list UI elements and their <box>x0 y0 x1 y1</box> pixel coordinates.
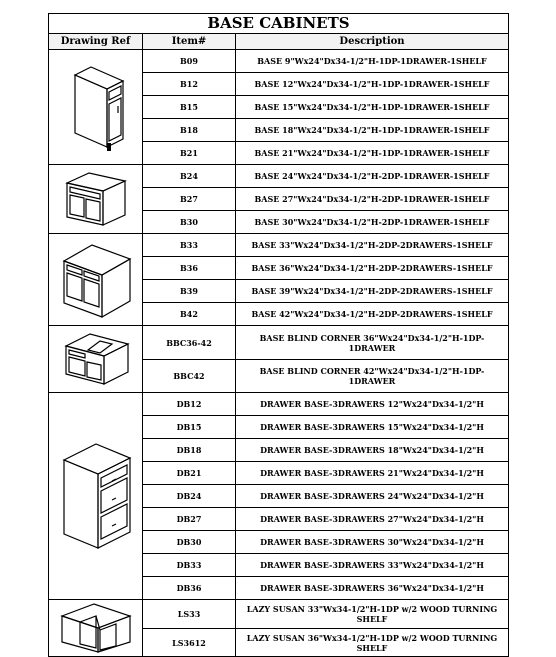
item-description: BASE BLIND CORNER 42"Wx24"Dx34-1/2"H-1DP-1DRAWER <box>259 366 485 386</box>
item-description: DRAWER BASE-3DRAWERS 30"Wx24"Dx34-1/2"H <box>260 537 484 547</box>
cabinet-group-lazy-susan <box>49 600 508 656</box>
double-door-one-drawer-base-icon <box>49 165 143 233</box>
lazy-susan-corner-base-icon <box>49 600 143 656</box>
table-row <box>143 96 508 119</box>
table-row <box>143 577 508 599</box>
item-number: B09 <box>143 50 236 72</box>
item-description: DRAWER BASE-3DRAWERS 12"Wx24"Dx34-1/2"H <box>260 399 484 409</box>
cabinet-group-b33-b42 <box>49 234 508 326</box>
table-row <box>143 280 508 303</box>
table-row <box>143 554 508 577</box>
item-number: B15 <box>143 96 236 118</box>
item-description: BASE 36"Wx24"Dx34-1/2"H-2DP-2DRAWERS-1SHELF <box>251 263 493 273</box>
table-row <box>143 50 508 73</box>
item-number: B36 <box>143 257 236 279</box>
base-cabinets-table <box>48 13 509 657</box>
blind-corner-base-icon <box>49 326 143 392</box>
table-row <box>143 531 508 554</box>
table-row <box>143 119 508 142</box>
item-number: DB33 <box>143 554 236 576</box>
item-number: DB36 <box>143 577 236 599</box>
item-number: B21 <box>143 142 236 164</box>
item-number: B12 <box>143 73 236 95</box>
table-row <box>143 393 508 416</box>
item-number: B33 <box>143 234 236 256</box>
table-row <box>143 303 508 325</box>
item-description: LAZY SUSAN 33"Wx34-1/2"H-1DP w/2 WOOD TURNING SHELF <box>246 604 498 624</box>
item-number: DB30 <box>143 531 236 553</box>
item-number: B39 <box>143 280 236 302</box>
table-row <box>143 142 508 164</box>
table-title: BASE CABINETS <box>49 14 508 34</box>
table-row <box>143 360 508 392</box>
item-number: LS33 <box>143 600 236 628</box>
single-door-one-drawer-base-icon <box>49 50 143 164</box>
item-number: DB18 <box>143 439 236 461</box>
table-header-row <box>49 34 508 50</box>
item-description: BASE 9"Wx24"Dx34-1/2"H-1DP-1DRAWER-1SHELF <box>257 56 487 66</box>
table-row <box>143 600 508 629</box>
item-number: BBC42 <box>143 360 236 392</box>
item-description: BASE 33"Wx24"Dx34-1/2"H-2DP-2DRAWERS-1SHELF <box>251 240 493 250</box>
item-number: B42 <box>143 303 236 325</box>
item-description: BASE 12"Wx24"Dx34-1/2"H-1DP-1DRAWER-1SHELF <box>254 79 490 89</box>
item-description: BASE 27"Wx24"Dx34-1/2"H-2DP-1DRAWER-1SHELF <box>254 194 490 204</box>
table-row <box>143 416 508 439</box>
cabinet-group-drawer-base <box>49 393 508 600</box>
item-description: BASE 39"Wx24"Dx34-1/2"H-2DP-2DRAWERS-1SHELF <box>251 286 493 296</box>
cabinet-group-blind-corner <box>49 326 508 393</box>
three-drawer-base-icon <box>49 393 143 599</box>
item-description: DRAWER BASE-3DRAWERS 36"Wx24"Dx34-1/2"H <box>260 583 484 593</box>
table-row <box>143 629 508 656</box>
item-number: DB15 <box>143 416 236 438</box>
item-number: BBC36-42 <box>143 326 236 359</box>
table-row <box>143 462 508 485</box>
item-number: B18 <box>143 119 236 141</box>
cabinet-group-b09-b21 <box>49 50 508 165</box>
item-number: DB24 <box>143 485 236 507</box>
table-row <box>143 485 508 508</box>
item-number: B24 <box>143 165 236 187</box>
item-description: BASE 42"Wx24"Dx34-1/2"H-2DP-2DRAWERS-1SHELF <box>251 309 493 319</box>
table-row <box>143 326 508 360</box>
item-description: BASE BLIND CORNER 36"Wx24"Dx34-1/2"H-1DP-1DRAWER <box>259 332 485 353</box>
table-row <box>143 234 508 257</box>
table-row <box>143 165 508 188</box>
header-description: Description <box>339 36 405 47</box>
item-number: B30 <box>143 211 236 233</box>
table-row <box>143 508 508 531</box>
item-description: DRAWER BASE-3DRAWERS 27"Wx24"Dx34-1/2"H <box>260 514 484 524</box>
item-number: DB27 <box>143 508 236 530</box>
header-item: Item# <box>143 34 236 49</box>
table-row <box>143 257 508 280</box>
item-number: DB21 <box>143 462 236 484</box>
item-description: LAZY SUSAN 36"Wx34-1/2"H-1DP w/2 WOOD TURNING SHELF <box>246 632 498 653</box>
item-description: BASE 30"Wx24"Dx34-1/2"H-2DP-1DRAWER-1SHELF <box>254 217 490 227</box>
table-row <box>143 188 508 211</box>
item-description: DRAWER BASE-3DRAWERS 15"Wx24"Dx34-1/2"H <box>260 422 484 432</box>
item-description: DRAWER BASE-3DRAWERS 21"Wx24"Dx34-1/2"H <box>260 468 484 478</box>
table-row <box>143 73 508 96</box>
cabinet-group-b24-b30 <box>49 165 508 234</box>
table-row <box>143 211 508 233</box>
item-description: BASE 15"Wx24"Dx34-1/2"H-1DP-1DRAWER-1SHELF <box>254 102 490 112</box>
item-number: B27 <box>143 188 236 210</box>
header-drawing-ref: Drawing Ref <box>49 34 143 49</box>
item-number: DB12 <box>143 393 236 415</box>
table-row <box>143 439 508 462</box>
item-description: BASE 24"Wx24"Dx34-1/2"H-2DP-1DRAWER-1SHELF <box>254 171 490 181</box>
item-description: DRAWER BASE-3DRAWERS 18"Wx24"Dx34-1/2"H <box>260 445 484 455</box>
item-description: BASE 18"Wx24"Dx34-1/2"H-1DP-1DRAWER-1SHELF <box>254 125 490 135</box>
item-number: LS3612 <box>143 629 236 656</box>
item-description: DRAWER BASE-3DRAWERS 33"Wx24"Dx34-1/2"H <box>260 560 484 570</box>
double-door-two-drawer-base-icon <box>49 234 143 325</box>
item-description: BASE 21"Wx24"Dx34-1/2"H-1DP-1DRAWER-1SHELF <box>254 148 490 158</box>
item-description: DRAWER BASE-3DRAWERS 24"Wx24"Dx34-1/2"H <box>260 491 484 501</box>
